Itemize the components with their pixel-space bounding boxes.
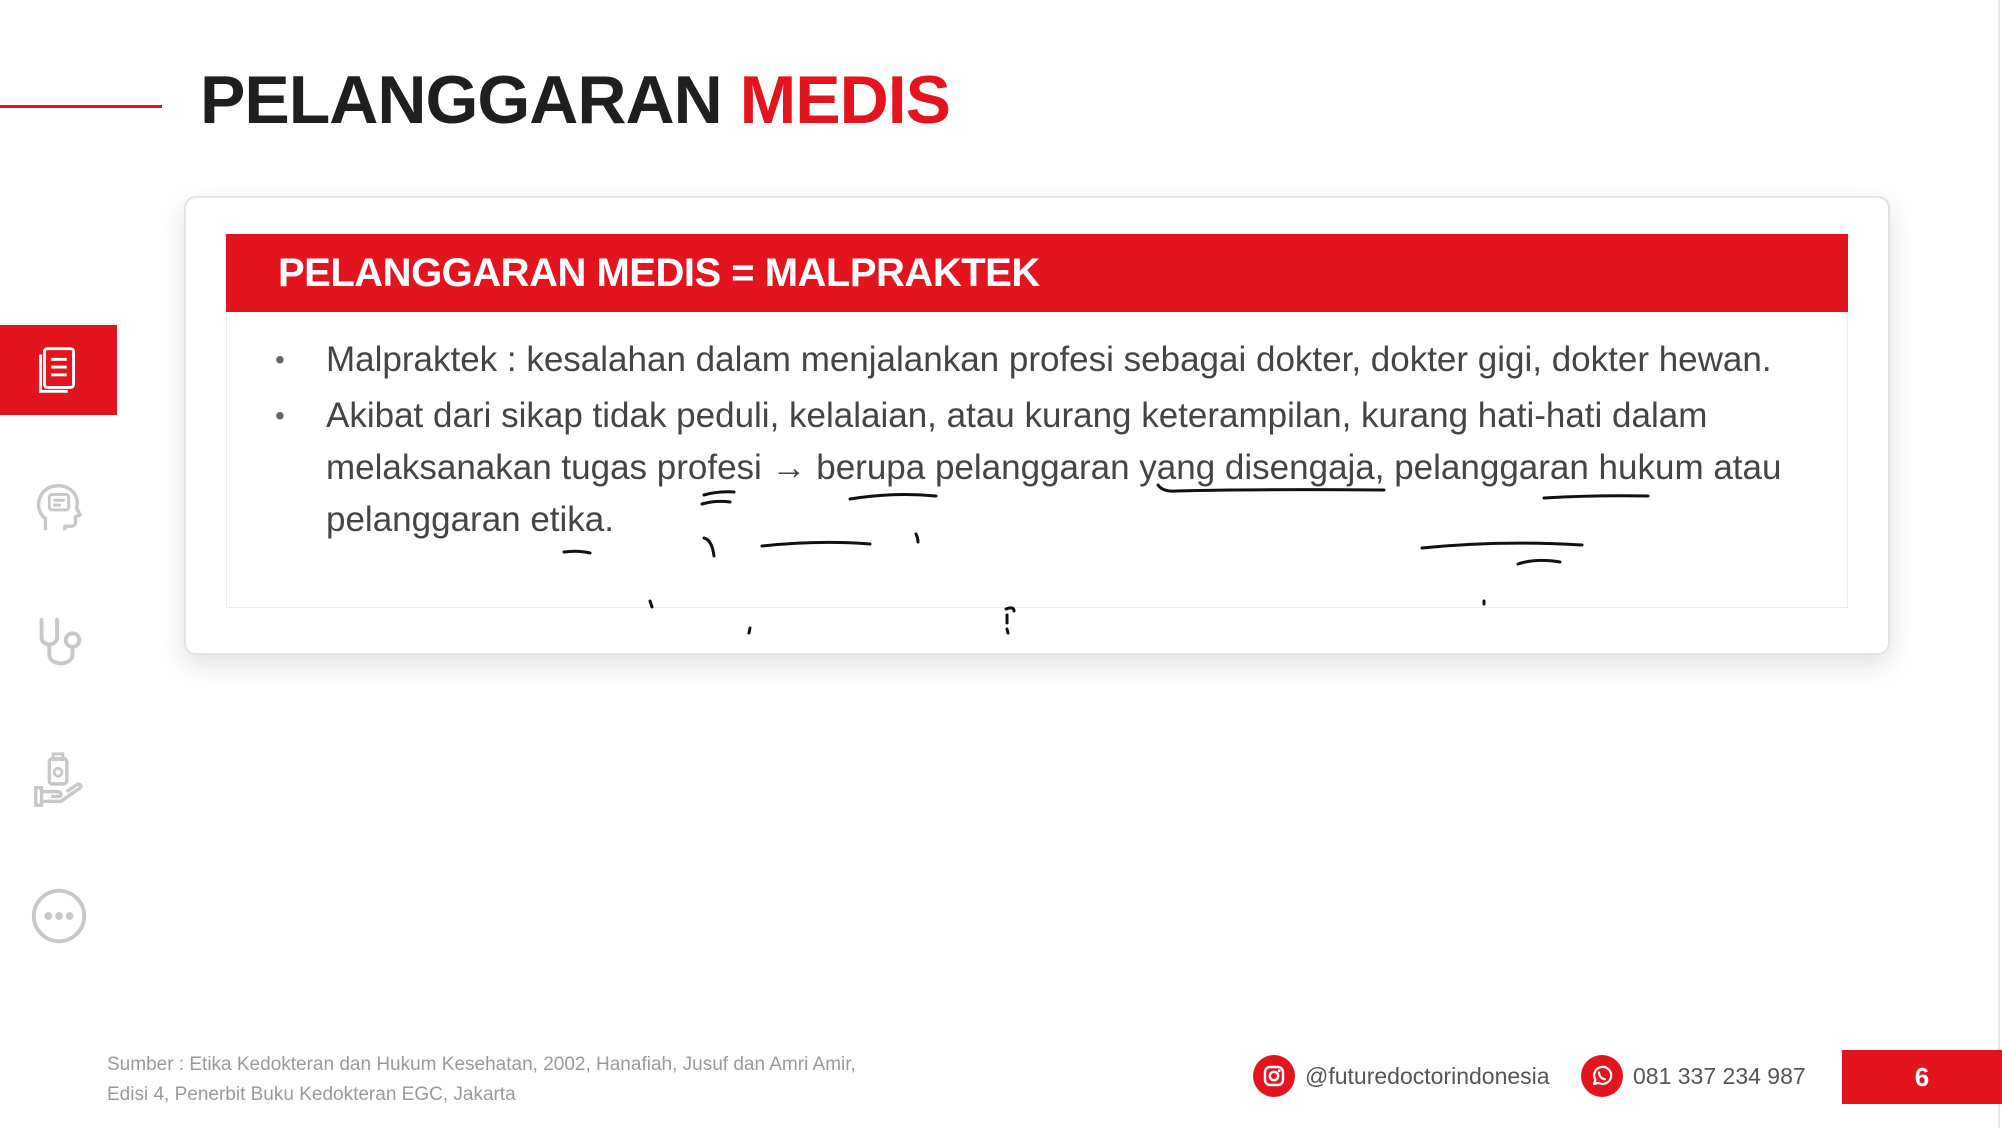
sidebar-item-more[interactable] [0, 871, 117, 961]
title-accent-rule [0, 105, 162, 108]
definition-card [184, 196, 1890, 655]
bullet-point: • [275, 344, 285, 375]
sidebar-item-document[interactable] [0, 325, 117, 415]
sidebar-item-medical-care[interactable] [0, 735, 117, 825]
page-title [200, 58, 950, 142]
bullet-text: Malpraktek : kesalahan dalam menjalankan profesi sebagai dokter, dokter gigi, dokter hewan. [326, 340, 1772, 379]
stethoscope-icon [28, 612, 90, 674]
whatsapp-icon [1581, 1055, 1623, 1097]
card-header-bar [226, 234, 1848, 312]
sidebar-item-head[interactable] [0, 462, 117, 552]
instagram-handle[interactable]: @futuredoctorindonesia [1305, 1062, 1550, 1089]
list-item [227, 334, 1807, 386]
source-citation [107, 1050, 967, 1110]
bullet-text: Akibat dari sikap tidak peduli, kelalaian, atau kurang keterampilan, kurang hati-hati dalam melaksanakan tugas profesi → berupa pelanggaran yang disengaja, pelanggaran hukum atau pelanggaran etika. [326, 396, 1782, 539]
source-line: Sumber : Etika Kedokteran dan Hukum Kesehatan, 2002, Hanafiah, Jusuf dan Amri Amir, [107, 1054, 856, 1075]
right-edge-rule [1998, 0, 2000, 1128]
source-line: Edisi 4, Penerbit Buku Kedokteran EGC, Jakarta [107, 1084, 516, 1105]
whatsapp-contact[interactable] [1581, 1054, 1806, 1098]
page-number: 6 [1842, 1050, 2002, 1104]
medical-hand-icon [28, 749, 90, 811]
sidebar-item-stethoscope[interactable] [0, 598, 117, 688]
instagram-icon [1253, 1055, 1295, 1097]
list-item [227, 390, 1807, 546]
bullet-point: • [275, 400, 285, 431]
more-dots-icon [28, 885, 90, 947]
card-inner-frame [226, 234, 1848, 608]
instagram-contact[interactable] [1253, 1054, 1550, 1098]
document-icon [28, 339, 90, 401]
page-title-accent: MEDIS [739, 62, 950, 138]
phone-number[interactable]: 081 337 234 987 [1633, 1062, 1806, 1089]
definition-list [227, 312, 1847, 546]
card-header-title: PELANGGARAN MEDIS = MALPRAKTEK [278, 250, 1040, 295]
page-title-main: PELANGGARAN [200, 62, 722, 138]
head-brain-icon [28, 476, 90, 538]
